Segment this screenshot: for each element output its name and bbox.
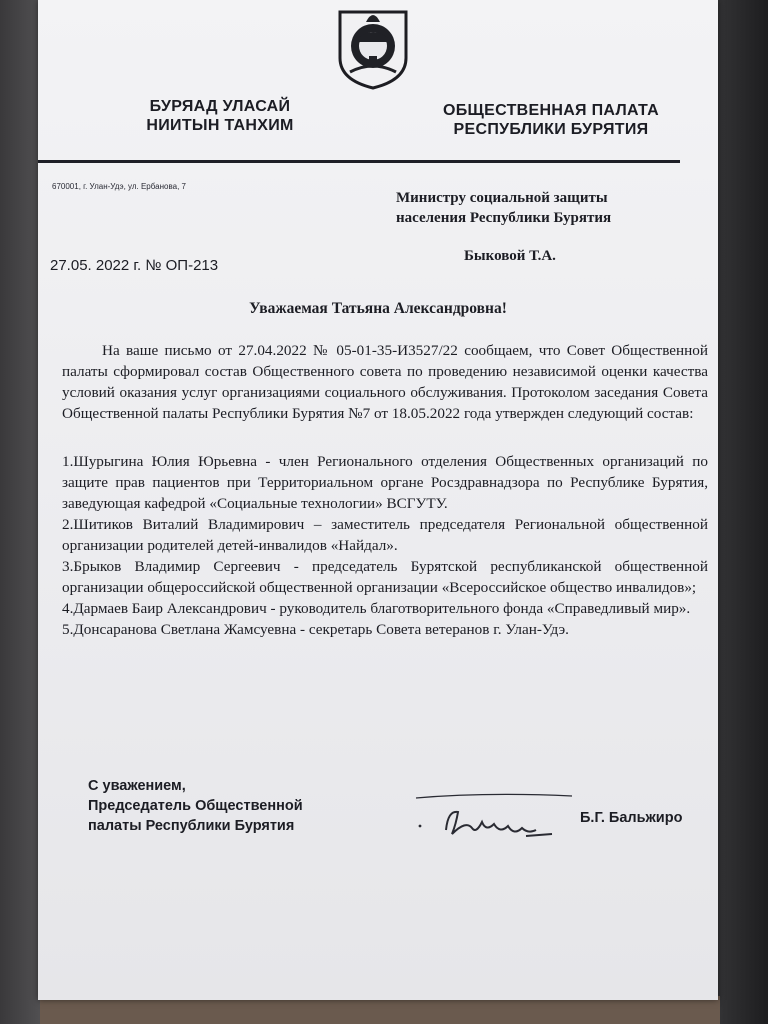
org-name-russian	[406, 101, 696, 139]
list-item-text: Донсаранова Светлана Жамсуевна - секретарь Совета ветеранов г. Улан-Удэ.	[73, 621, 569, 638]
addressee-line: Министру социальной защиты	[396, 190, 608, 206]
org-name-buryat-line: НИИТЫН ТАНХИМ	[146, 117, 294, 134]
list-item	[62, 556, 708, 598]
header-divider	[38, 160, 680, 163]
list-item-number: 3.	[62, 558, 74, 575]
list-item-text: Шурыгина Юлия Юрьевна - член Регионального отделения Общественных организаций по защите прав пациентов при Территориальном органе Росздравнадзора по Республике Бурятия, заведующая кафедрой «Социальные технологии» ВСГУТУ.	[62, 453, 708, 512]
closing-line: С уважением,	[88, 778, 186, 794]
closing-block	[88, 776, 358, 836]
list-item	[62, 451, 708, 514]
desk-surface	[40, 996, 720, 1024]
list-item	[62, 514, 708, 556]
letter-sheet	[38, 0, 718, 1000]
list-item-text: Шитиков Виталий Владимирович – заместитель председателя Региональной общественной организации родителей детей-инвалидов «Найдал».	[62, 516, 708, 554]
signer-name: Б.Г. Бальжиро	[580, 810, 683, 826]
list-item-number: 4.	[62, 600, 74, 617]
list-item	[62, 619, 708, 640]
list-item	[62, 598, 708, 619]
org-name-buryat-line: БУРЯАД УЛАСАЙ	[149, 98, 291, 115]
document-date-number: 27.05. 2022 г. № ОП-213	[50, 257, 219, 274]
list-item-text: Дармаев Баир Александрович - руководитель благотворительного фонда «Справедливый мир».	[73, 600, 691, 617]
org-name-russian-line: ОБЩЕСТВЕННАЯ ПАЛАТА	[443, 102, 659, 119]
closing-line: Председатель Общественной	[88, 798, 303, 814]
handwritten-signature	[376, 790, 576, 850]
sender-contact-block	[52, 182, 292, 192]
intro-text: На ваше письмо от 27.04.2022 № 05-01-35-И3527/22 сообщаем, что Совет Общественной палаты сформировал состав Общественного совета по проведению независимой оценки качества условий оказания услуг организациями социального обслуживания. Протоколом заседания Совета Общественной палаты Республики Бурятия №7 от 18.05.2022 года утвержден следующий состав:	[62, 342, 708, 422]
salutation: Уважаемая Татьяна Александровна!	[249, 300, 507, 317]
list-item-number: 5.	[62, 621, 74, 638]
addressee-name: Быковой Т.А.	[464, 248, 556, 264]
member-list	[62, 451, 708, 640]
contact-line: 670001, г. Улан-Удэ, ул. Ербанова, 7	[52, 182, 186, 191]
org-name-russian-line: РЕСПУБЛИКИ БУРЯТИЯ	[453, 121, 649, 138]
addressee-line: населения Республики Бурятия	[396, 210, 612, 226]
list-item-text: Брыков Владимир Сергеевич - председатель Бурятской республиканской общественной организации общероссийской общественной организации «Всероссийское общество инвалидов»;	[62, 558, 708, 596]
org-name-buryat	[90, 97, 350, 135]
list-item-number: 2.	[62, 516, 74, 533]
closing-line: палаты Республики Бурятия	[88, 818, 295, 834]
addressee-position	[396, 188, 696, 228]
list-item-number: 1.	[62, 453, 74, 470]
letter-intro-paragraph	[62, 340, 708, 424]
buryatia-emblem-icon	[336, 2, 410, 90]
